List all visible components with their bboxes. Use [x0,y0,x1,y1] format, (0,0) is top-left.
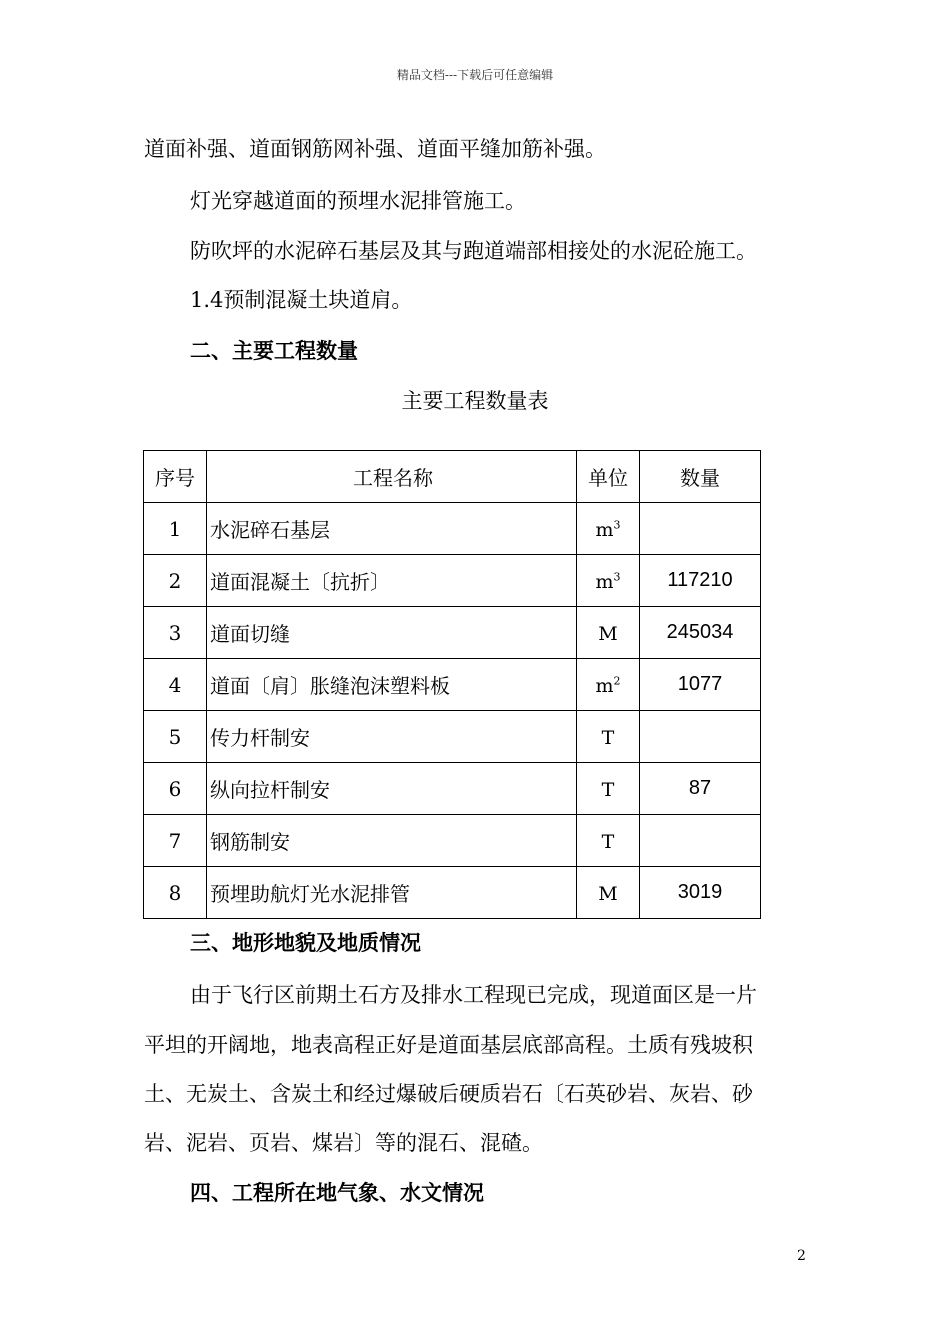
page-header: 精品文档---下载后可任意编辑 [396,68,554,82]
paragraph-line: 道面补强、道面钢筋网补强、道面平缝加筋补强。 [144,137,606,161]
table-row [144,867,761,919]
cell-qty [640,711,761,763]
col-header-name: 工程名称 [207,451,577,503]
cell-unit: T [577,763,640,815]
col-header-no: 序号 [144,451,207,503]
cell-no: 4 [144,659,207,711]
paragraph: 灯光穿越道面的预埋水泥排管施工。 [190,189,526,213]
col-header-qty: 数量 [640,451,761,503]
cell-no: 2 [144,555,207,607]
section-heading: 二、主要工程数量 [190,338,358,363]
table-row [144,607,761,659]
cell-unit: $m^3$ [577,503,640,555]
cell-qty: 3019 [640,867,761,919]
cell-name: 传力杆制安 [207,711,577,763]
paragraph: 防吹坪的水泥碎石基层及其与跑道端部相接处的水泥砼施工。 [190,239,757,263]
cell-no: 7 [144,815,207,867]
cell-unit: T [577,815,640,867]
paragraph-line: 由于飞行区前期土石方及排水工程现已完成，现道面区是一片 [190,983,757,1007]
table-row [144,815,761,867]
table-row [144,503,761,555]
cell-qty [640,815,761,867]
section-heading: 三、地形地貌及地质情况 [190,930,421,955]
cell-no: 8 [144,867,207,919]
cell-no: 5 [144,711,207,763]
table-row [144,659,761,711]
cell-qty: 117210 [640,555,761,607]
quantity-table [143,450,761,919]
cell-name: 水泥碎石基层 [207,503,577,555]
cell-name: 道面切缝 [207,607,577,659]
paragraph-line: 平坦的开阔地，地表高程正好是道面基层底部高程。土质有残坡积 [144,1033,753,1057]
cell-qty [640,503,761,555]
cell-unit: M [577,607,640,659]
cell-name: 纵向拉杆制安 [207,763,577,815]
cell-name: 预埋助航灯光水泥排管 [207,867,577,919]
section-heading: 四、工程所在地气象、水文情况 [190,1180,484,1205]
cell-qty: 1077 [640,659,761,711]
table-row [144,555,761,607]
cell-unit: T [577,711,640,763]
paragraph-line: 土、无炭土、含炭土和经过爆破后硬质岩石〔石英砂岩、灰岩、砂 [144,1082,753,1106]
cell-name: 道面〔肩〕胀缝泡沫塑料板 [207,659,577,711]
table-row [144,711,761,763]
paragraph: 1.4预制混凝土块道肩。 [190,288,413,312]
cell-no: 1 [144,503,207,555]
table-row [144,763,761,815]
table-header-row [144,451,761,503]
cell-qty: 245034 [640,607,761,659]
paragraph-line: 岩、泥岩、页岩、煤岩〕等的混石、混碴。 [144,1131,543,1155]
cell-no: 6 [144,763,207,815]
cell-unit: $m^3$ [577,555,640,607]
cell-name: 钢筋制安 [207,815,577,867]
cell-no: 3 [144,607,207,659]
cell-qty: 87 [640,763,761,815]
page-number: 2 [797,1248,806,1264]
table-caption: 主要工程数量表 [401,389,549,413]
cell-name: 道面混凝土〔抗折〕 [207,555,577,607]
cell-unit: $m^2$ [577,659,640,711]
col-header-unit: 单位 [577,451,640,503]
cell-unit: M [577,867,640,919]
